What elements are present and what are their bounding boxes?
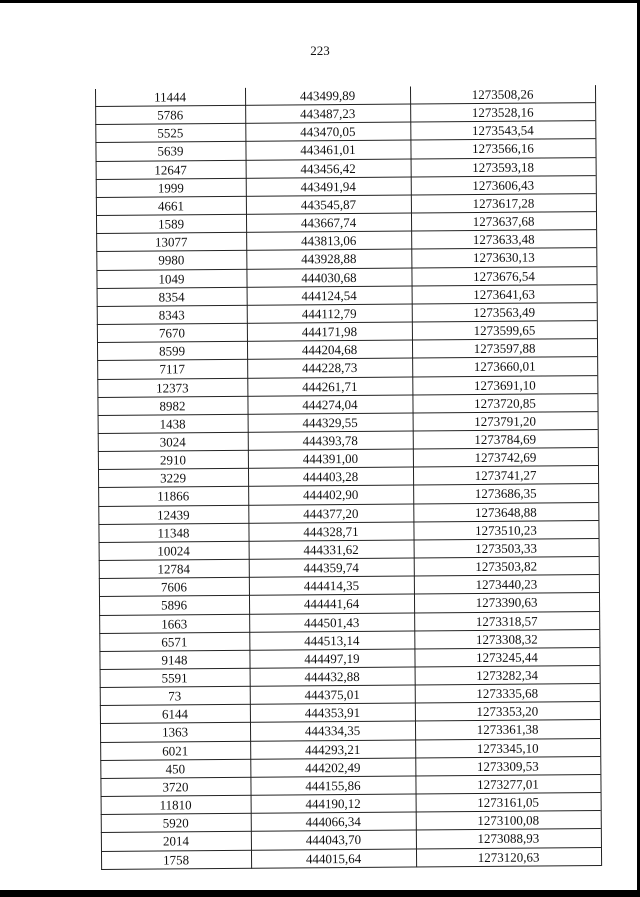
x-coordinate-cell: 444261,71 [302,378,358,394]
x-coordinate-cell: 444124,54 [301,287,357,304]
point-number-cell: 10024 [157,543,190,559]
x-coordinate-cell: 444441,64 [303,596,360,612]
point-number-cell: 1758 [162,851,190,868]
point-number-cell: 8354 [158,289,185,305]
x-coordinate-cell: 444403,28 [302,469,359,485]
x-coordinate-cell: 444375,01 [304,687,360,703]
y-coordinate-cell: 1273245,44 [476,649,538,665]
y-coordinate-cell: 1273617,28 [472,195,535,211]
x-coordinate-cell: 444393,78 [302,432,358,449]
x-coordinate-cell: 443456,42 [300,160,356,177]
x-coordinate-cell: 444015,64 [305,850,362,866]
y-coordinate-cell: 1273390,63 [475,594,538,611]
point-number-cell: 3720 [162,779,189,795]
x-coordinate-cell: 443928,88 [301,251,357,267]
x-coordinate-cell: 443499,89 [299,87,356,104]
x-coordinate-cell: 444155,86 [305,777,361,794]
y-coordinate-cell: 1273566,16 [472,141,534,157]
x-coordinate-cell: 444274,04 [302,396,358,413]
x-coordinate-cell: 443667,74 [300,215,357,231]
point-number-cell: 12647 [154,161,187,178]
point-number-cell: 1663 [161,615,188,632]
x-coordinate-cell: 443487,23 [300,106,356,122]
point-number-cell: 6144 [161,706,188,722]
y-coordinate-cell: 1273335,68 [476,685,539,702]
point-number-cell: 1589 [158,216,185,232]
y-coordinate-cell: 1273630,13 [472,249,535,266]
y-coordinate-cell: 1273599,65 [473,322,536,339]
x-coordinate-cell: 443545,87 [300,196,357,213]
x-coordinate-cell: 444204,68 [301,342,358,358]
x-coordinate-cell: 444190,12 [305,796,361,812]
point-number-cell: 11810 [159,797,192,813]
y-coordinate-cell: 1273741,27 [474,467,537,484]
point-number-cell: 1363 [161,724,189,740]
x-coordinate-cell: 444171,98 [301,323,358,340]
x-coordinate-cell: 444228,73 [302,360,358,376]
point-number-cell: 5786 [157,107,184,123]
y-coordinate-cell: 1273597,88 [473,340,536,357]
point-number-cell: 12439 [157,506,190,523]
y-coordinate-cell: 1273353,20 [476,703,539,720]
x-coordinate-cell: 444377,20 [303,505,359,521]
scan-border-top [0,0,640,3]
point-number-cell: 5525 [157,125,184,141]
x-coordinate-cell: 444334,35 [304,723,361,739]
x-coordinate-cell: 444331,62 [303,541,359,558]
point-number-cell: 2910 [159,452,186,468]
y-coordinate-cell: 1273282,34 [476,667,539,684]
x-coordinate-cell: 444112,79 [301,305,357,322]
point-number-cell: 5896 [160,597,188,613]
point-number-cell: 9148 [161,652,188,668]
point-number-cell: 1438 [159,416,186,432]
x-coordinate-cell: 443491,94 [300,178,356,195]
x-coordinate-cell: 444329,55 [302,414,358,431]
y-coordinate-cell: 1273691,10 [473,377,536,393]
point-number-cell: 7670 [158,325,185,341]
y-coordinate-cell: 1273510,23 [475,522,537,538]
point-number-cell: 13077 [154,234,188,250]
x-coordinate-cell: 444202,49 [305,759,361,776]
point-number-cell: 1999 [157,180,184,196]
y-coordinate-cell: 1273641,63 [473,286,536,302]
point-number-cell: 4661 [157,198,184,214]
point-number-cell: 5591 [161,670,188,686]
x-coordinate-cell: 444043,70 [305,832,362,848]
x-coordinate-cell: 444030,68 [301,269,357,285]
x-coordinate-cell: 444501,43 [304,614,360,630]
y-coordinate-cell: 1273648,88 [474,504,537,520]
point-number-cell: 11444 [153,89,187,105]
scan-border-bottom [0,890,640,897]
point-number-cell: 3024 [159,434,186,450]
y-coordinate-cell: 1273528,16 [471,104,534,121]
y-coordinate-cell: 1273606,43 [472,177,535,193]
y-coordinate-cell: 1273720,85 [474,395,536,411]
y-coordinate-cell: 1273633,48 [472,231,535,248]
page-number: 223 [310,43,330,58]
x-coordinate-cell: 443461,01 [300,142,356,158]
y-coordinate-cell: 1273784,69 [474,431,537,447]
y-coordinate-cell: 1273543,54 [471,122,534,139]
y-coordinate-cell: 1273361,38 [476,722,539,738]
y-coordinate-cell: 1273593,18 [472,159,535,175]
x-coordinate-cell: 444328,71 [303,523,359,540]
point-number-cell: 6571 [161,633,188,650]
point-number-cell: 9980 [158,252,185,268]
point-number-cell: 5639 [157,143,184,159]
y-coordinate-cell: 1273318,57 [475,613,538,629]
coordinates-table [95,85,601,870]
point-number-cell: 8599 [159,343,186,359]
point-number-cell: 7606 [160,579,187,595]
y-coordinate-cell: 1273100,08 [477,812,540,829]
y-coordinate-cell: 1273120,63 [477,849,540,865]
x-coordinate-cell: 444293,21 [305,741,361,757]
x-coordinate-cell: 444497,19 [304,650,360,667]
point-number-cell: 73 [168,688,182,704]
point-number-cell: 8343 [158,307,185,323]
point-number-cell: 450 [165,761,186,777]
y-coordinate-cell: 1273440,23 [475,576,538,593]
point-number-cell: 7117 [159,361,186,377]
x-coordinate-cell: 444066,34 [305,814,361,830]
point-number-cell: 3229 [160,470,187,486]
y-coordinate-cell: 1273637,68 [472,213,535,230]
y-coordinate-cell: 1273161,05 [477,794,540,811]
point-number-cell: 11348 [157,525,190,541]
x-coordinate-cell: 444432,88 [304,668,360,685]
point-number-cell: 11866 [157,488,190,504]
y-coordinate-cell: 1273676,54 [473,268,535,284]
point-number-cell: 12373 [156,379,189,396]
y-coordinate-cell: 1273742,69 [474,449,537,466]
y-coordinate-cell: 1273791,20 [474,413,537,429]
y-coordinate-cell: 1273686,35 [474,485,537,502]
point-number-cell: 12784 [157,561,191,577]
y-coordinate-cell: 1273503,82 [475,558,538,575]
point-number-cell: 5920 [162,815,189,831]
y-coordinate-cell: 1273309,53 [476,758,539,774]
x-coordinate-cell: 444353,91 [304,705,361,721]
y-coordinate-cell: 1273088,93 [477,830,540,847]
point-number-cell: 2014 [162,833,189,849]
x-coordinate-cell: 444513,14 [304,632,360,649]
x-coordinate-cell: 444414,35 [303,578,360,594]
y-coordinate-cell: 1273277,01 [477,776,539,792]
y-coordinate-cell: 1273308,32 [475,631,538,647]
y-coordinate-cell: 1273660,01 [473,358,536,375]
point-number-cell: 1049 [158,270,185,287]
x-coordinate-cell: 444402,90 [303,487,359,503]
y-coordinate-cell: 1273508,26 [471,86,534,103]
point-number-cell: 8982 [159,397,186,414]
x-coordinate-cell: 444391,00 [302,451,359,467]
y-coordinate-cell: 1273563,49 [473,304,536,320]
point-number-cell: 6021 [162,742,189,759]
x-coordinate-cell: 443813,06 [301,233,357,249]
x-coordinate-cell: 443470,05 [300,124,356,140]
table-row [101,848,601,870]
y-coordinate-cell: 1273503,33 [475,540,538,556]
y-coordinate-cell: 1273345,10 [476,740,539,756]
x-coordinate-cell: 444359,74 [303,560,359,576]
